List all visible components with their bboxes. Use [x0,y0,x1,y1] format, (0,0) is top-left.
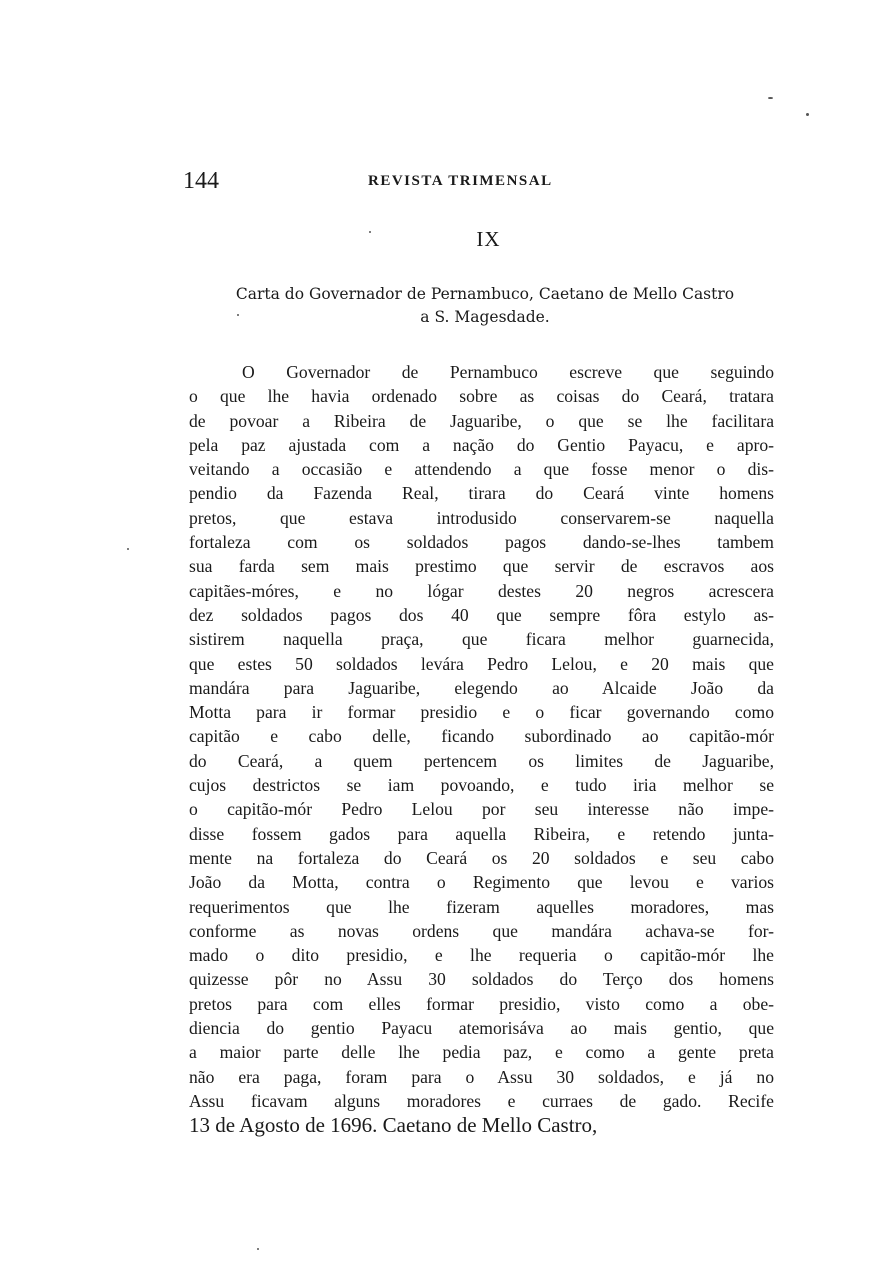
body-line: mado o dito presidio, e lhe requeria o capitão-mór lhe [189,945,774,966]
page-number: 144 [183,168,219,194]
scan-speck [237,314,239,316]
body-line: disse fossem gados para aquella Ribeira, e retendo junta- [189,823,774,844]
body-line: de povoar a Ribeira de Jaguaribe, o que se lhe facilitara [189,410,774,431]
body-line: O Governador de Pernambuco escreve que seguindo [242,362,774,382]
body-line: Assu ficavam alguns moradores e curraes de gado. Recife [189,1090,774,1111]
body-line: o capitão-mór Pedro Lelou por seu interesse não impe- [189,799,774,820]
body-line: do Ceará, a quem pertencem os limites de Jaguaribe, [189,750,774,771]
body-line: fortaleza com os soldados pagos dando-se-lhes tambem [189,532,774,553]
body-line: mandára para Jaguaribe, elegendo ao Alcaide João da [189,677,774,698]
body-line: 13 de Agosto de 1696. Caetano de Mello Castro, [189,1113,598,1138]
body-line: mente na fortaleza do Ceará os 20 soldados e seu cabo [189,847,774,868]
body-line: cujos destrictos se iam povoando, e tudo iria melhor se [189,775,774,796]
body-line: pretos, que estava introdusido conservarem-se naquella [189,507,774,528]
body-line: sistirem naquella praça, que ficara melhor guarnecida, [189,629,774,650]
document-title-line: a S. Magesdade. [420,308,550,326]
scan-speck [127,548,129,550]
scan-speck [768,97,773,99]
body-line: que estes 50 soldados levára Pedro Lelou, e 20 mais que [189,653,774,674]
body-line: conforme as novas ordens que mandára achava-se for- [189,920,774,941]
document-title-line: Carta do Governador de Pernambuco, Caetano de Mello Castro [235,285,735,303]
body-line: não era paga, foram para o Assu 30 soldados, e já no [189,1066,774,1087]
body-line: pendio da Fazenda Real, tirara do Ceará vinte homens [189,483,774,504]
body-line: requerimentos que lhe fizeram aquelles moradores, mas [189,896,774,917]
scan-speck [806,113,809,116]
body-line: Motta para ir formar presidio e o ficar governando como [189,702,774,723]
section-numeral: IX [476,227,501,251]
body-paragraph [189,360,774,1138]
body-line: diencia do gentio Payacu atemorisáva ao mais gentio, que [189,1018,774,1039]
body-line: sua farda sem mais prestimo que servir de escravos aos [189,556,774,577]
body-line: quizesse pôr no Assu 30 soldados do Terço dos homens [189,969,774,990]
body-line: capitães-móres, e no lógar destes 20 negros acrescera [189,580,774,601]
body-line: dez soldados pagos dos 40 que sempre fôra estylo as- [189,604,774,625]
document-title [150,283,820,329]
body-line: capitão e cabo delle, ficando subordinado ao capitão-mór [189,726,774,747]
body-line: pretos para com elles formar presidio, visto como a obe- [189,993,774,1014]
scan-speck [257,1248,259,1250]
running-title: REVISTA TRIMENSAL [368,173,553,189]
body-line: pela paz ajustada com a nação do Gentio Payacu, e apro- [189,434,774,455]
body-line: o que lhe havia ordenado sobre as coisas do Ceará, tratara [189,386,774,407]
body-line: a maior parte delle lhe pedia paz, e como a gente preta [189,1042,774,1063]
body-line: João da Motta, contra o Regimento que levou e varios [189,872,774,893]
body-line: veitando a occasião e attendendo a que fosse menor o dis- [189,459,774,480]
scan-speck [369,231,371,233]
